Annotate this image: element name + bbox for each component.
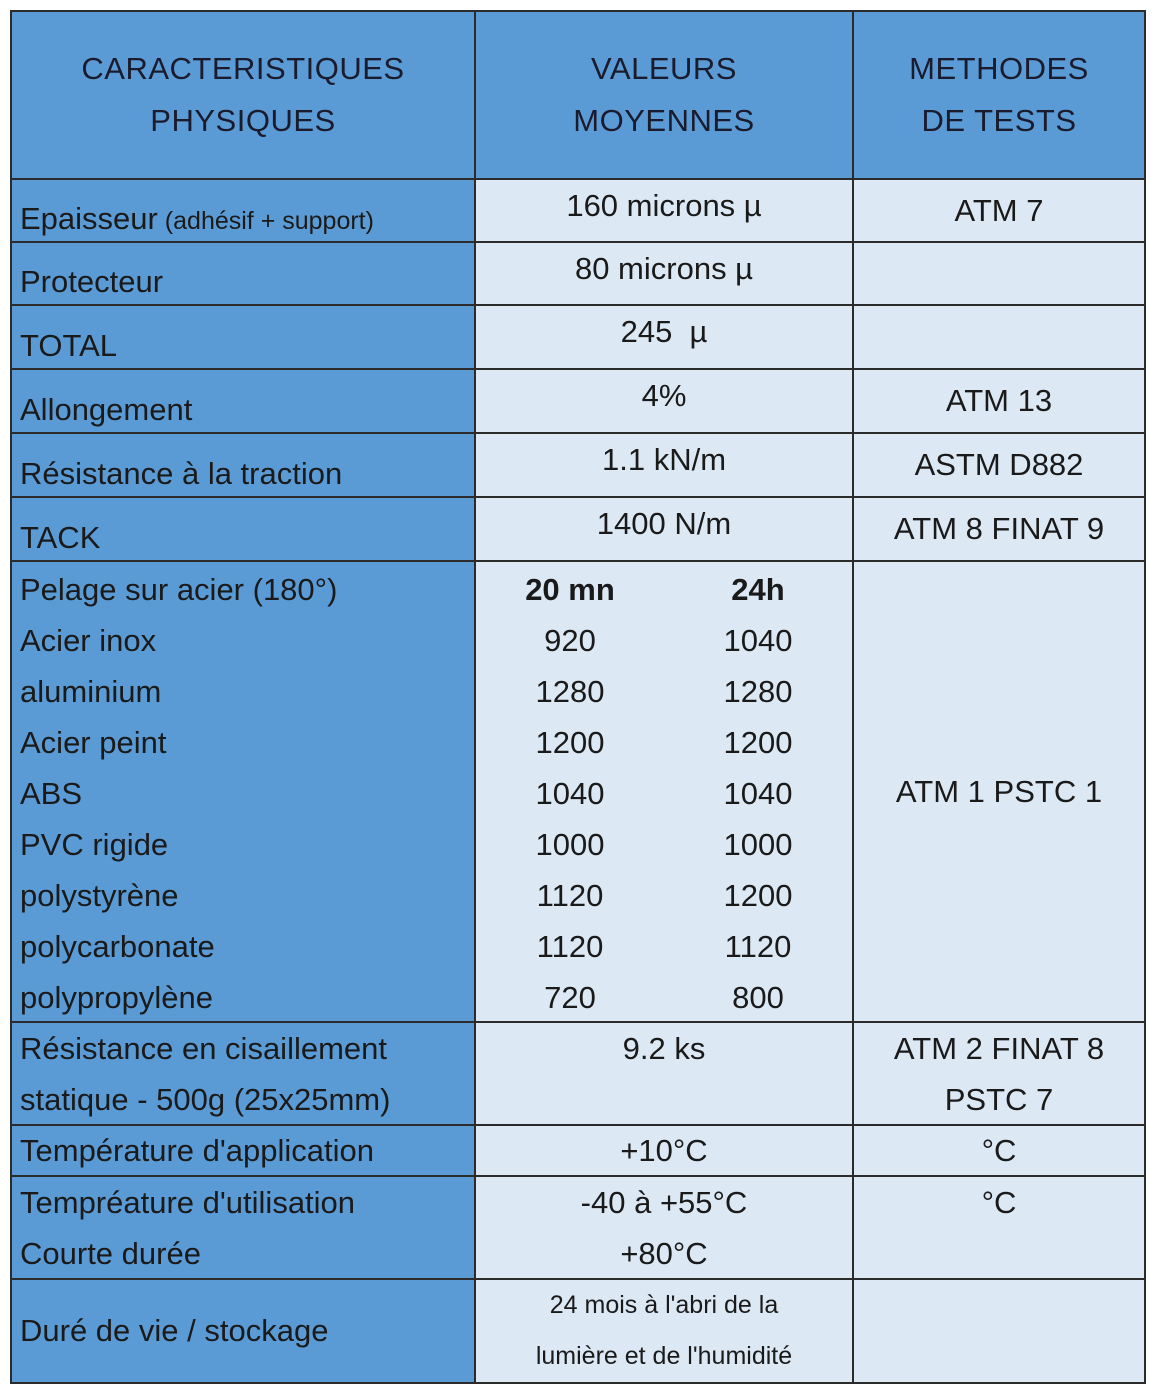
row-total-label	[12, 306, 474, 368]
row-temp-util-method	[854, 1177, 1144, 1278]
pelage-value-20mn: 1280	[535, 674, 605, 709]
row-temp-app-label	[12, 1126, 474, 1175]
row-tack-label	[12, 498, 474, 560]
tack-value: 1400 N/m	[596, 506, 732, 541]
pelage-value-24h: 1040	[723, 623, 793, 658]
pelage-values-row	[476, 717, 852, 768]
tack-label: TACK	[20, 520, 101, 555]
row-duree-label	[12, 1280, 474, 1382]
pelage-header-row	[476, 564, 852, 615]
header-values-line2: MOYENNES	[573, 103, 755, 138]
row-pelage-labels	[12, 562, 474, 1021]
protecteur-value: 80 microns µ	[574, 251, 754, 286]
row-duree-method	[854, 1280, 1144, 1382]
pelage-value-20mn: 920	[544, 623, 596, 658]
characteristics-table	[10, 10, 1146, 1384]
pelage-values-row	[476, 615, 852, 666]
total-label: TOTAL	[20, 328, 118, 363]
row-total-method	[854, 306, 1144, 368]
cisaillement-label-line1: Résistance en cisaillement	[20, 1031, 388, 1066]
pelage-item-label: Acier inox	[20, 623, 157, 658]
pelage-item-label: polystyrène	[20, 878, 179, 913]
pelage-label: Pelage sur acier (180°)	[20, 572, 338, 607]
total-value: 245 µ	[620, 314, 708, 349]
row-epaisseur-value	[476, 180, 852, 241]
protecteur-label: Protecteur	[20, 264, 164, 299]
pelage-values-row	[476, 972, 852, 1023]
pelage-item-label: Acier peint	[20, 725, 167, 760]
epaisseur-label-detail: (adhésif + support)	[157, 207, 374, 235]
pelage-col-24h: 24h	[731, 572, 785, 607]
row-pelage-values	[476, 562, 852, 1021]
pelage-value-24h: 1120	[724, 929, 792, 964]
cisaillement-label-line2: statique - 500g (25x25mm)	[20, 1082, 391, 1117]
header-methods	[854, 12, 1144, 178]
pelage-value-24h: 1000	[723, 827, 793, 862]
temp-util-method: °C	[981, 1185, 1017, 1220]
row-traction-value	[476, 434, 852, 496]
temp-util-label-line1: Tempréature d'utilisation	[20, 1185, 356, 1220]
pelage-item-label: ABS	[20, 776, 83, 811]
row-allongement-value	[476, 370, 852, 432]
temp-util-value-line1: -40 à +55°C	[580, 1185, 748, 1220]
row-epaisseur-method	[854, 180, 1144, 241]
header-characteristics-line1: CARACTERISTIQUES	[81, 51, 405, 86]
temp-app-method: °C	[981, 1133, 1017, 1168]
cisaillement-method-line2: PSTC 7	[944, 1082, 1054, 1117]
pelage-value-20mn: 720	[544, 980, 596, 1015]
row-temp-util-label	[12, 1177, 474, 1278]
pelage-col-20mn: 20 mn	[525, 572, 615, 607]
pelage-value-24h: 1280	[723, 674, 793, 709]
pelage-value-20mn: 1040	[535, 776, 605, 811]
header-methods-line2: DE TESTS	[921, 103, 1077, 138]
row-cisaillement-value	[476, 1023, 852, 1124]
row-tack-method	[854, 498, 1144, 560]
allongement-value: 4%	[641, 378, 687, 413]
pelage-values-row	[476, 921, 852, 972]
pelage-item-label: polycarbonate	[20, 929, 215, 964]
row-protecteur-value	[476, 243, 852, 304]
pelage-value-24h: 800	[732, 980, 784, 1015]
row-protecteur-method	[854, 243, 1144, 304]
header-characteristics-line2: PHYSIQUES	[150, 103, 336, 138]
cisaillement-method-line1: ATM 2 FINAT 8	[893, 1031, 1105, 1066]
traction-value: 1.1 kN/m	[601, 442, 727, 477]
epaisseur-label: Epaisseur	[20, 201, 158, 236]
pelage-values-row	[476, 666, 852, 717]
pelage-value-20mn: 1000	[535, 827, 605, 862]
pelage-values-row	[476, 819, 852, 870]
pelage-item-label: aluminium	[20, 674, 162, 709]
row-total-value	[476, 306, 852, 368]
pelage-value-24h: 1040	[723, 776, 793, 811]
traction-label: Résistance à la traction	[20, 456, 343, 491]
temp-app-label: Température d'application	[20, 1133, 375, 1168]
pelage-value-20mn: 1120	[536, 929, 604, 964]
pelage-value-20mn: 1200	[535, 725, 605, 760]
temp-util-value-line2: +80°C	[620, 1236, 708, 1271]
row-protecteur-label	[12, 243, 474, 304]
duree-label: Duré de vie / stockage	[20, 1313, 329, 1348]
row-epaisseur-label	[12, 180, 474, 241]
epaisseur-method: ATM 7	[954, 192, 1044, 228]
allongement-label: Allongement	[20, 392, 193, 427]
duree-value-line2: lumière et de l'humidité	[535, 1342, 793, 1370]
temp-app-value: +10°C	[620, 1133, 708, 1168]
tack-method: ATM 8 FINAT 9	[893, 511, 1105, 546]
row-temp-app-method	[854, 1126, 1144, 1175]
pelage-item-label: PVC rigide	[20, 827, 169, 862]
traction-method: ASTM D882	[914, 447, 1084, 482]
pelage-value-24h: 1200	[723, 878, 793, 913]
header-values	[476, 12, 852, 178]
header-values-line1: VALEURS	[591, 51, 737, 86]
row-allongement-label	[12, 370, 474, 432]
row-tack-value	[476, 498, 852, 560]
allongement-method: ATM 13	[945, 383, 1053, 418]
row-cisaillement-label	[12, 1023, 474, 1124]
epaisseur-value: 160 microns µ	[566, 188, 762, 223]
pelage-values-row	[476, 870, 852, 921]
cisaillement-value: 9.2 ks	[622, 1031, 706, 1066]
row-cisaillement-method	[854, 1023, 1144, 1124]
row-temp-util-value	[476, 1177, 852, 1278]
row-pelage-method	[854, 562, 1144, 1021]
row-traction-method	[854, 434, 1144, 496]
row-duree-value	[476, 1280, 852, 1382]
row-allongement-method	[854, 370, 1144, 432]
pelage-values-row	[476, 768, 852, 819]
header-characteristics	[12, 12, 474, 178]
row-traction-label	[12, 434, 474, 496]
duree-value-line1: 24 mois à l'abri de la	[549, 1291, 779, 1319]
pelage-method: ATM 1 PSTC 1	[895, 773, 1103, 809]
header-methods-line1: METHODES	[909, 51, 1089, 86]
pelage-item-label: polypropylène	[20, 980, 214, 1015]
temp-util-label-line2: Courte durée	[20, 1236, 201, 1271]
pelage-value-24h: 1200	[723, 725, 793, 760]
row-temp-app-value	[476, 1126, 852, 1175]
pelage-value-20mn: 1120	[536, 878, 604, 913]
